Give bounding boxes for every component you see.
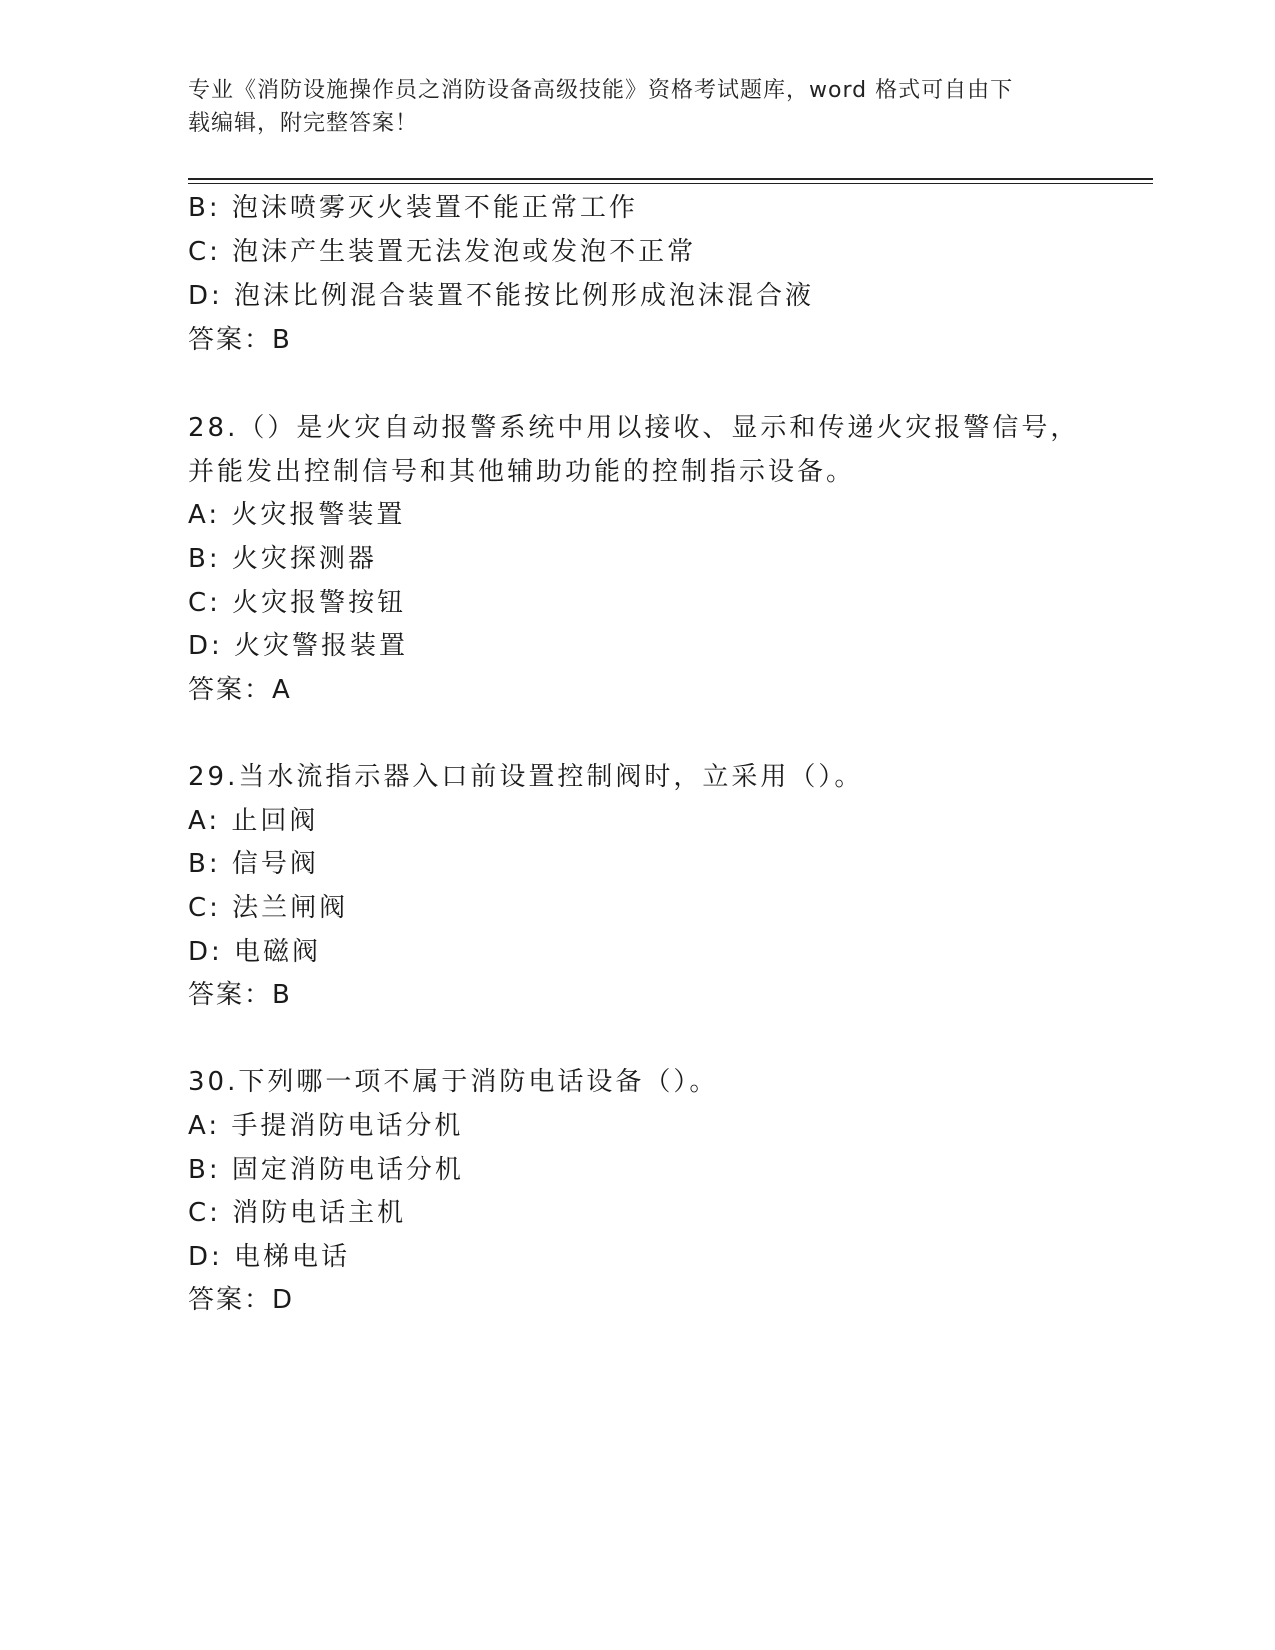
q30-question: 30.下列哪一项不属于消防电话设备（）。 xyxy=(188,1067,719,1097)
q28-question-line-1: 28.（）是火灾自动报警系统中用以接收、显示和传递火灾报警信号， xyxy=(188,413,1080,443)
q28-question-line-2: 并能发出控制信号和其他辅助功能的控制指示设备。 xyxy=(188,457,856,487)
q27-option-b: B: 泡沫喷雾灭火装置不能正常工作 xyxy=(188,193,638,223)
q30-option-d: D: 电梯电话 xyxy=(188,1242,351,1272)
q28-option-c: C: 火灾报警按钮 xyxy=(188,588,407,618)
q29-option-d: D: 电磁阀 xyxy=(188,937,322,967)
q27-option-c: C: 泡沫产生装置无法发泡或发泡不正常 xyxy=(188,237,697,267)
header-line-2: 载编辑，附完整答案！ xyxy=(188,111,419,136)
q30-option-b: B: 固定消防电话分机 xyxy=(188,1155,464,1185)
q30-option-c: C: 消防电话主机 xyxy=(188,1198,407,1228)
q29-answer: 答案：B xyxy=(188,980,292,1010)
q29-option-a: A: 止回阀 xyxy=(188,806,319,836)
q27-answer: 答案：B xyxy=(188,325,292,355)
header-divider-thin xyxy=(188,183,1153,184)
q29-option-b: B: 信号阀 xyxy=(188,849,319,879)
q29-option-c: C: 法兰闸阀 xyxy=(188,893,349,923)
q29-question: 29.当水流指示器入口前设置控制阀时，立采用（）。 xyxy=(188,762,864,792)
header-divider xyxy=(188,178,1153,180)
q28-option-b: B: 火灾探测器 xyxy=(188,544,377,574)
q30-option-a: A: 手提消防电话分机 xyxy=(188,1111,464,1141)
q27-option-d: D: 泡沫比例混合装置不能按比例形成泡沫混合液 xyxy=(188,281,815,311)
document-header xyxy=(188,74,1088,140)
q28-option-d: D: 火灾警报装置 xyxy=(188,631,409,661)
q28-option-a: A: 火灾报警装置 xyxy=(188,500,406,530)
q30-answer: 答案：D xyxy=(188,1285,295,1315)
header-line-1: 专业《消防设施操作员之消防设备高级技能》资格考试题库，word 格式可自由下 xyxy=(188,78,1014,103)
q28-answer: 答案：A xyxy=(188,675,292,705)
